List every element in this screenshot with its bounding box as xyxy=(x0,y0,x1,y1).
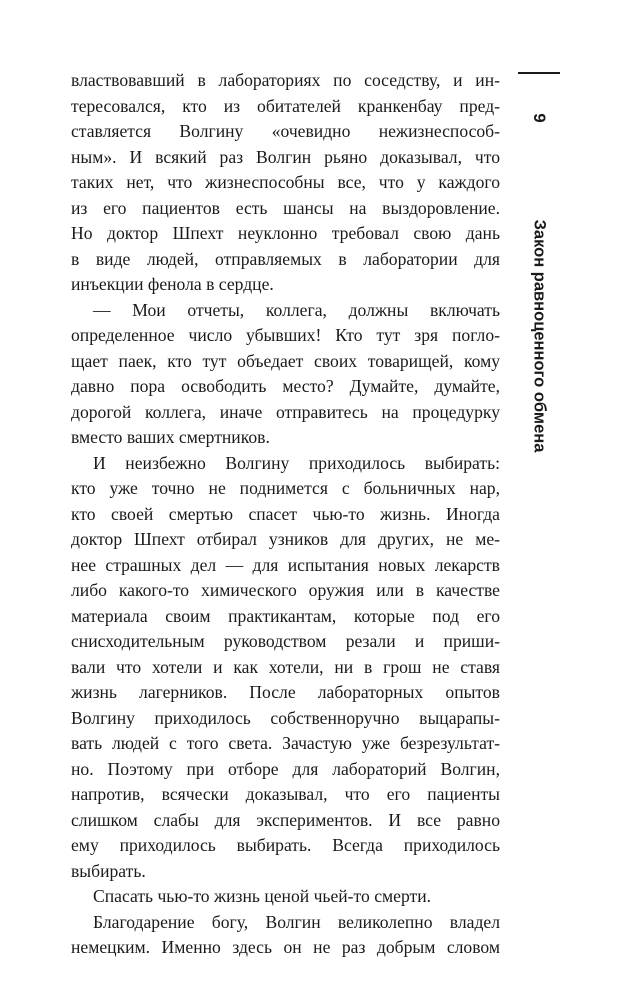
text-line: ему приходилось выбирать. Всегда приходилось xyxy=(71,835,500,855)
text-line: щает паек, кто тут объедает своих товарищей, кому xyxy=(71,350,500,371)
text-line: либо какого-то химического оружия или в качестве xyxy=(71,580,500,600)
text-line: кто уже точно не поднимется с больничных нар, xyxy=(71,478,500,498)
text-line: И неизбежно Волгину приходилось выбирать: xyxy=(93,452,500,473)
text-line: вали что хотели и как хотели, ни в грош не ставя xyxy=(71,656,500,677)
text-line: немецким. Именно здесь он не раз добрым словом xyxy=(71,937,500,957)
text-line: нее страшных дел — для испытания новых лекарств xyxy=(71,554,500,575)
text-line: ставляется Волгину «очевидно нежизнеспособ- xyxy=(71,121,500,141)
text-line: из его пациентов есть шансы на выздоровление. xyxy=(71,197,500,218)
text-line: ным». И всякий раз Волгин рьяно доказывал, что xyxy=(71,146,500,167)
text-line: вместо ваших смертников. xyxy=(71,427,270,447)
text-line: снисходительным руководством резали и приши- xyxy=(71,631,500,651)
text-line: Спасать чью-то жизнь ценой чьей-то смерти. xyxy=(93,886,432,906)
text-line: Но доктор Шпехт неуклонно требовал свою дань xyxy=(71,223,500,243)
text-line: властвовавший в лабораториях по соседству, и ин- xyxy=(71,70,500,90)
text-line: напротив, всячески доказывал, что его пациенты xyxy=(71,784,500,804)
text-line: давно пора освободить место? Думайте, думайте, xyxy=(71,376,500,396)
text-line: Волгину приходилось собственноручно выцарапы- xyxy=(71,707,500,728)
text-line: определенное число убывших! Кто тут зря погло- xyxy=(71,325,500,345)
text-line: инъекции фенола в сердце. xyxy=(71,274,274,294)
text-line: в виде людей, отправляемых в лаборатории для xyxy=(71,248,500,269)
text-line: кто своей смертью спасет чью-то жизнь. Иногда xyxy=(71,503,500,524)
body-text xyxy=(71,68,500,961)
text-line: вать людей с того света. Зачастую уже безрезультат- xyxy=(71,733,500,753)
text-line: таких нет, что жизнеспособны все, что у каждого xyxy=(71,172,500,192)
running-head-chapter-title: Закон равноценного обмена xyxy=(530,219,549,453)
text-line: но. Поэтому при отборе для лабораторий Волгин, xyxy=(71,758,500,779)
text-line: материала своим практикантам, которые под его xyxy=(71,605,500,626)
running-head-rule xyxy=(518,72,560,74)
text-line: слишком слабы для экспериментов. И все равно xyxy=(71,809,500,830)
text-line: тересовался, кто из обитателей кранкенбау пред- xyxy=(71,95,500,116)
text-line: выбирать. xyxy=(71,860,146,881)
text-line: Благодарение богу, Волгин великолепно владел xyxy=(93,911,500,932)
text-line: доктор Шпехт отбирал узников для других, не ме- xyxy=(71,529,500,549)
text-line: — Мои отчеты, коллега, должны включать xyxy=(93,299,500,320)
page-number: 9 xyxy=(530,113,549,123)
text-line: жизнь лагерников. После лабораторных опытов xyxy=(71,682,500,702)
text-line: дорогой коллега, иначе отправитесь на процедурку xyxy=(71,401,500,422)
